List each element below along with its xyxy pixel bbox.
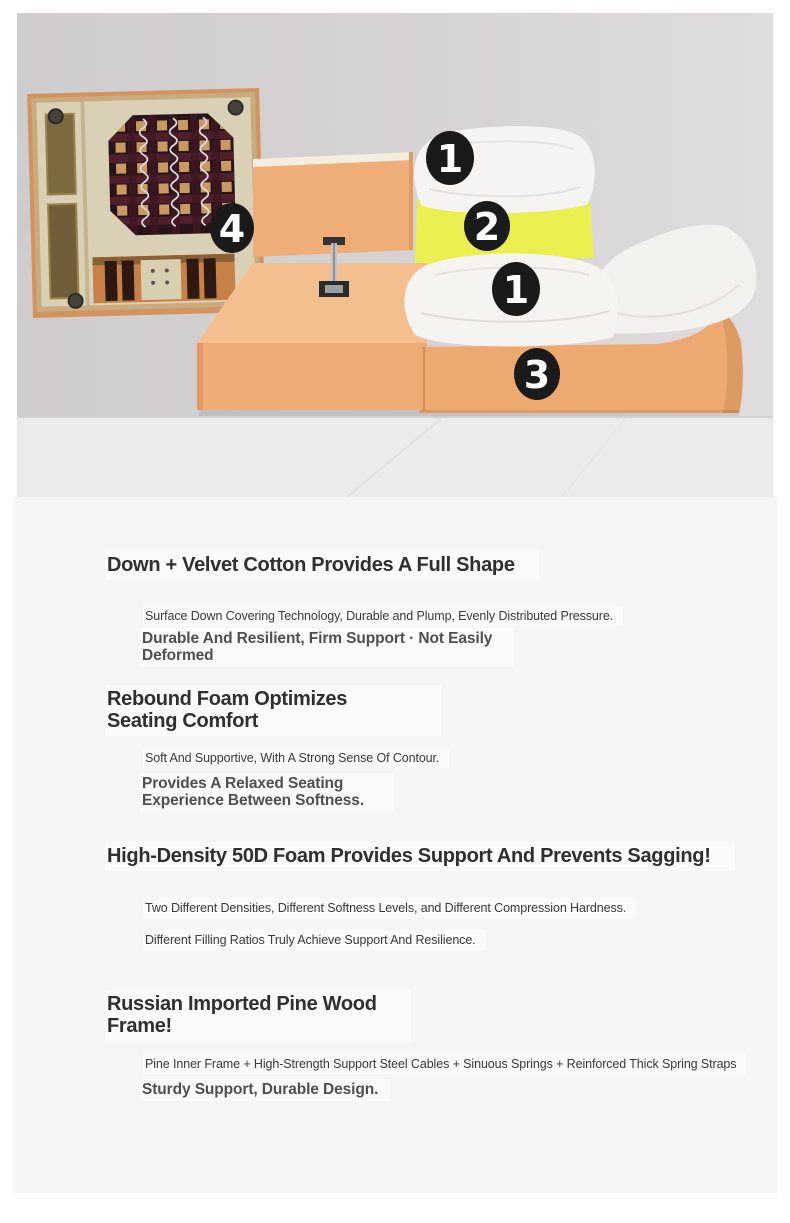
pine-wood-frame-panel: [27, 88, 265, 318]
section-heading-high-density-foam: High-Density 50D Foam Provides Support And Prevents Sagging!: [105, 842, 735, 871]
svg-text:4: 4: [218, 207, 246, 251]
feature-text-panel: [13, 497, 777, 1193]
section-subtext: Different Filling Ratios Truly Achieve Support And Resilience.: [143, 930, 486, 950]
section-subtext: Surface Down Covering Technology, Durable and Plump, Evenly Distributed Pressure.: [143, 606, 623, 626]
badge-3-base-foam: [514, 348, 560, 400]
svg-text:1: 1: [436, 137, 464, 181]
section-heading-down-velvet: Down + Velvet Cotton Provides A Full Shape: [105, 551, 539, 580]
svg-text:2: 2: [473, 205, 501, 249]
product-photo: [17, 13, 773, 497]
section-highlight-text: Durable And Resilient, Firm Support · Not Easily Deformed: [140, 628, 514, 667]
section-subtext: Soft And Supportive, With A Strong Sense Of Contour.: [143, 748, 449, 768]
section-subtext: Two Different Densities, Different Softness Levels, and Different Compression Hardness.: [143, 898, 636, 918]
section-highlight-text: Provides A Relaxed Seating Experience Between Softness.: [140, 773, 394, 812]
section-heading-rebound-foam: Rebound Foam Optimizes Seating Comfort: [105, 685, 441, 736]
badge-4-wood-frame: [210, 203, 254, 253]
svg-text:1: 1: [502, 268, 530, 312]
badge-1-pillow: [426, 131, 474, 185]
section-subtext: Pine Inner Frame + High-Strength Support Steel Cables + Sinuous Springs + Reinforced Thick Spring Straps: [143, 1054, 746, 1074]
section-highlight-text: Sturdy Support, Durable Design.: [140, 1079, 390, 1101]
floor-shadow: [199, 410, 739, 416]
badge-1-cushion: [492, 262, 540, 316]
sofa-construction-illustration: [17, 13, 773, 497]
section-heading-pine-frame: Russian Imported Pine Wood Frame!: [105, 990, 411, 1041]
wall-floor-edge: [17, 416, 773, 418]
badge-2-rebound-foam: [464, 201, 510, 251]
svg-text:3: 3: [523, 353, 551, 397]
